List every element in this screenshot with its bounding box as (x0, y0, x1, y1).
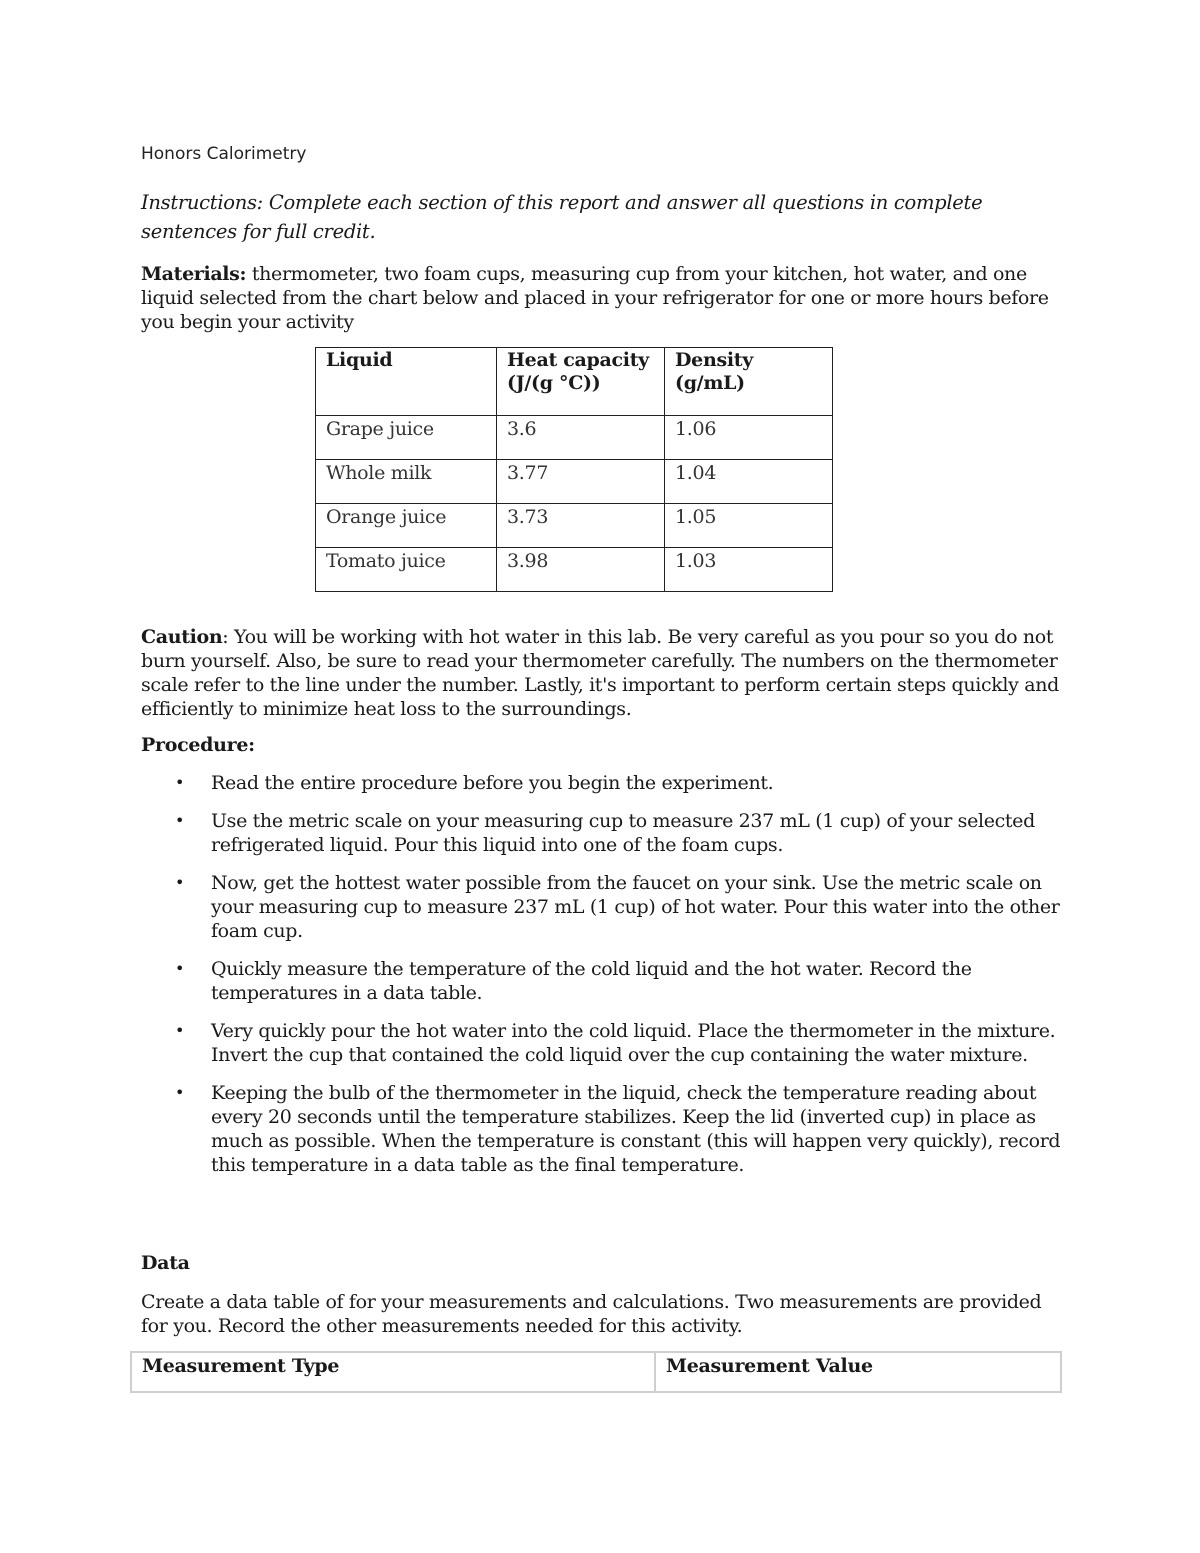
header-measurement-type: Measurement Type (131, 1352, 655, 1392)
data-description: Create a data table of for your measurements and calculations. Two measurements are provided for you. Record the other measurements needed for this activity. (141, 1291, 1042, 1337)
table-header-row (131, 1352, 1061, 1392)
liquid-name-cell: Orange juice (316, 504, 497, 548)
table-row (316, 460, 833, 504)
density-cell: 1.04 (665, 460, 833, 504)
step-text: Quickly measure the temperature of the cold liquid and the hot water. Record the temperatures in a data table. (211, 958, 972, 1004)
step-text: Use the metric scale on your measuring cup to measure 237 mL (1 cup) of your selected refrigerated liquid. Pour this liquid into one of the foam cups. (211, 810, 1035, 856)
liquid-properties-table (315, 347, 833, 592)
procedure-steps-list (141, 771, 1061, 1191)
heat-capacity-cell: 3.98 (497, 548, 665, 592)
header-density: Density (g/mL) (665, 348, 833, 416)
step-text: Keeping the bulb of the thermometer in the liquid, check the temperature reading about every 20 seconds until the temperature stabilizes. Keep the lid (inverted cup) in place as much as possible. When the temperature is constant (this will happen very quickly), record this temperature in a data table as the final temperature. (211, 1082, 1061, 1176)
heat-capacity-cell: 3.77 (497, 460, 665, 504)
header-measurement-value: Measurement Value (655, 1352, 1061, 1392)
procedure-step (141, 871, 1061, 943)
step-text: Very quickly pour the hot water into the cold liquid. Place the thermometer in the mixture. Invert the cup that contained the cold liquid over the cup containing the water mixture. (211, 1020, 1056, 1066)
bullet-icon: • (175, 873, 185, 892)
measurement-table (130, 1351, 1062, 1393)
caution-label: Caution (141, 626, 223, 648)
caution-paragraph (141, 625, 1061, 721)
instructions-text: Instructions: Complete each section of this report and answer all questions in complete sentences for full credit. (141, 191, 983, 243)
bullet-icon: • (175, 811, 185, 830)
bullet-icon: • (175, 773, 185, 792)
header-liquid: Liquid (316, 348, 497, 416)
heat-capacity-cell: 3.73 (497, 504, 665, 548)
header-heat-capacity: Heat capacity (J/(g °C)) (497, 348, 665, 416)
liquid-name-cell: Whole milk (316, 460, 497, 504)
document-title: Honors Calorimetry (141, 144, 307, 164)
bullet-icon: • (175, 1083, 185, 1102)
density-cell: 1.06 (665, 416, 833, 460)
caution-text: : You will be working with hot water in this lab. Be very careful as you pour so you do not burn yourself. Also, be sure to read your thermometer carefully. The numbers on the thermometer scale refer to the line under the number. Lastly, it's important to perform certain steps quickly and efficiently to minimize heat loss to the surroundings. (141, 626, 1059, 720)
table-row (316, 504, 833, 548)
bullet-icon: • (175, 959, 185, 978)
step-text: Now, get the hottest water possible from the faucet on your sink. Use the metric scale on your measuring cup to measure 237 mL (1 cup) of hot water. Pour this water into the other foam cup. (211, 872, 1060, 942)
step-text: Read the entire procedure before you begin the experiment. (211, 772, 774, 794)
materials-paragraph (141, 262, 1061, 334)
materials-text: thermometer, two foam cups, measuring cup from your kitchen, hot water, and one liquid selected from the chart below and placed in your refrigerator for one or more hours before you begin your activity (141, 263, 1049, 333)
procedure-step (141, 1019, 1061, 1067)
procedure-step (141, 957, 1061, 1005)
procedure-step (141, 809, 1061, 857)
procedure-step (141, 771, 1061, 795)
heat-capacity-cell: 3.6 (497, 416, 665, 460)
liquid-name-cell: Tomato juice (316, 548, 497, 592)
density-cell: 1.03 (665, 548, 833, 592)
bullet-icon: • (175, 1021, 185, 1040)
materials-label: Materials: (141, 263, 247, 285)
density-cell: 1.05 (665, 504, 833, 548)
procedure-heading: Procedure: (141, 734, 255, 756)
procedure-step (141, 1081, 1061, 1177)
table-row (316, 416, 833, 460)
table-header-row (316, 348, 833, 416)
liquid-name-cell: Grape juice (316, 416, 497, 460)
data-heading: Data (141, 1252, 190, 1274)
table-row (316, 548, 833, 592)
